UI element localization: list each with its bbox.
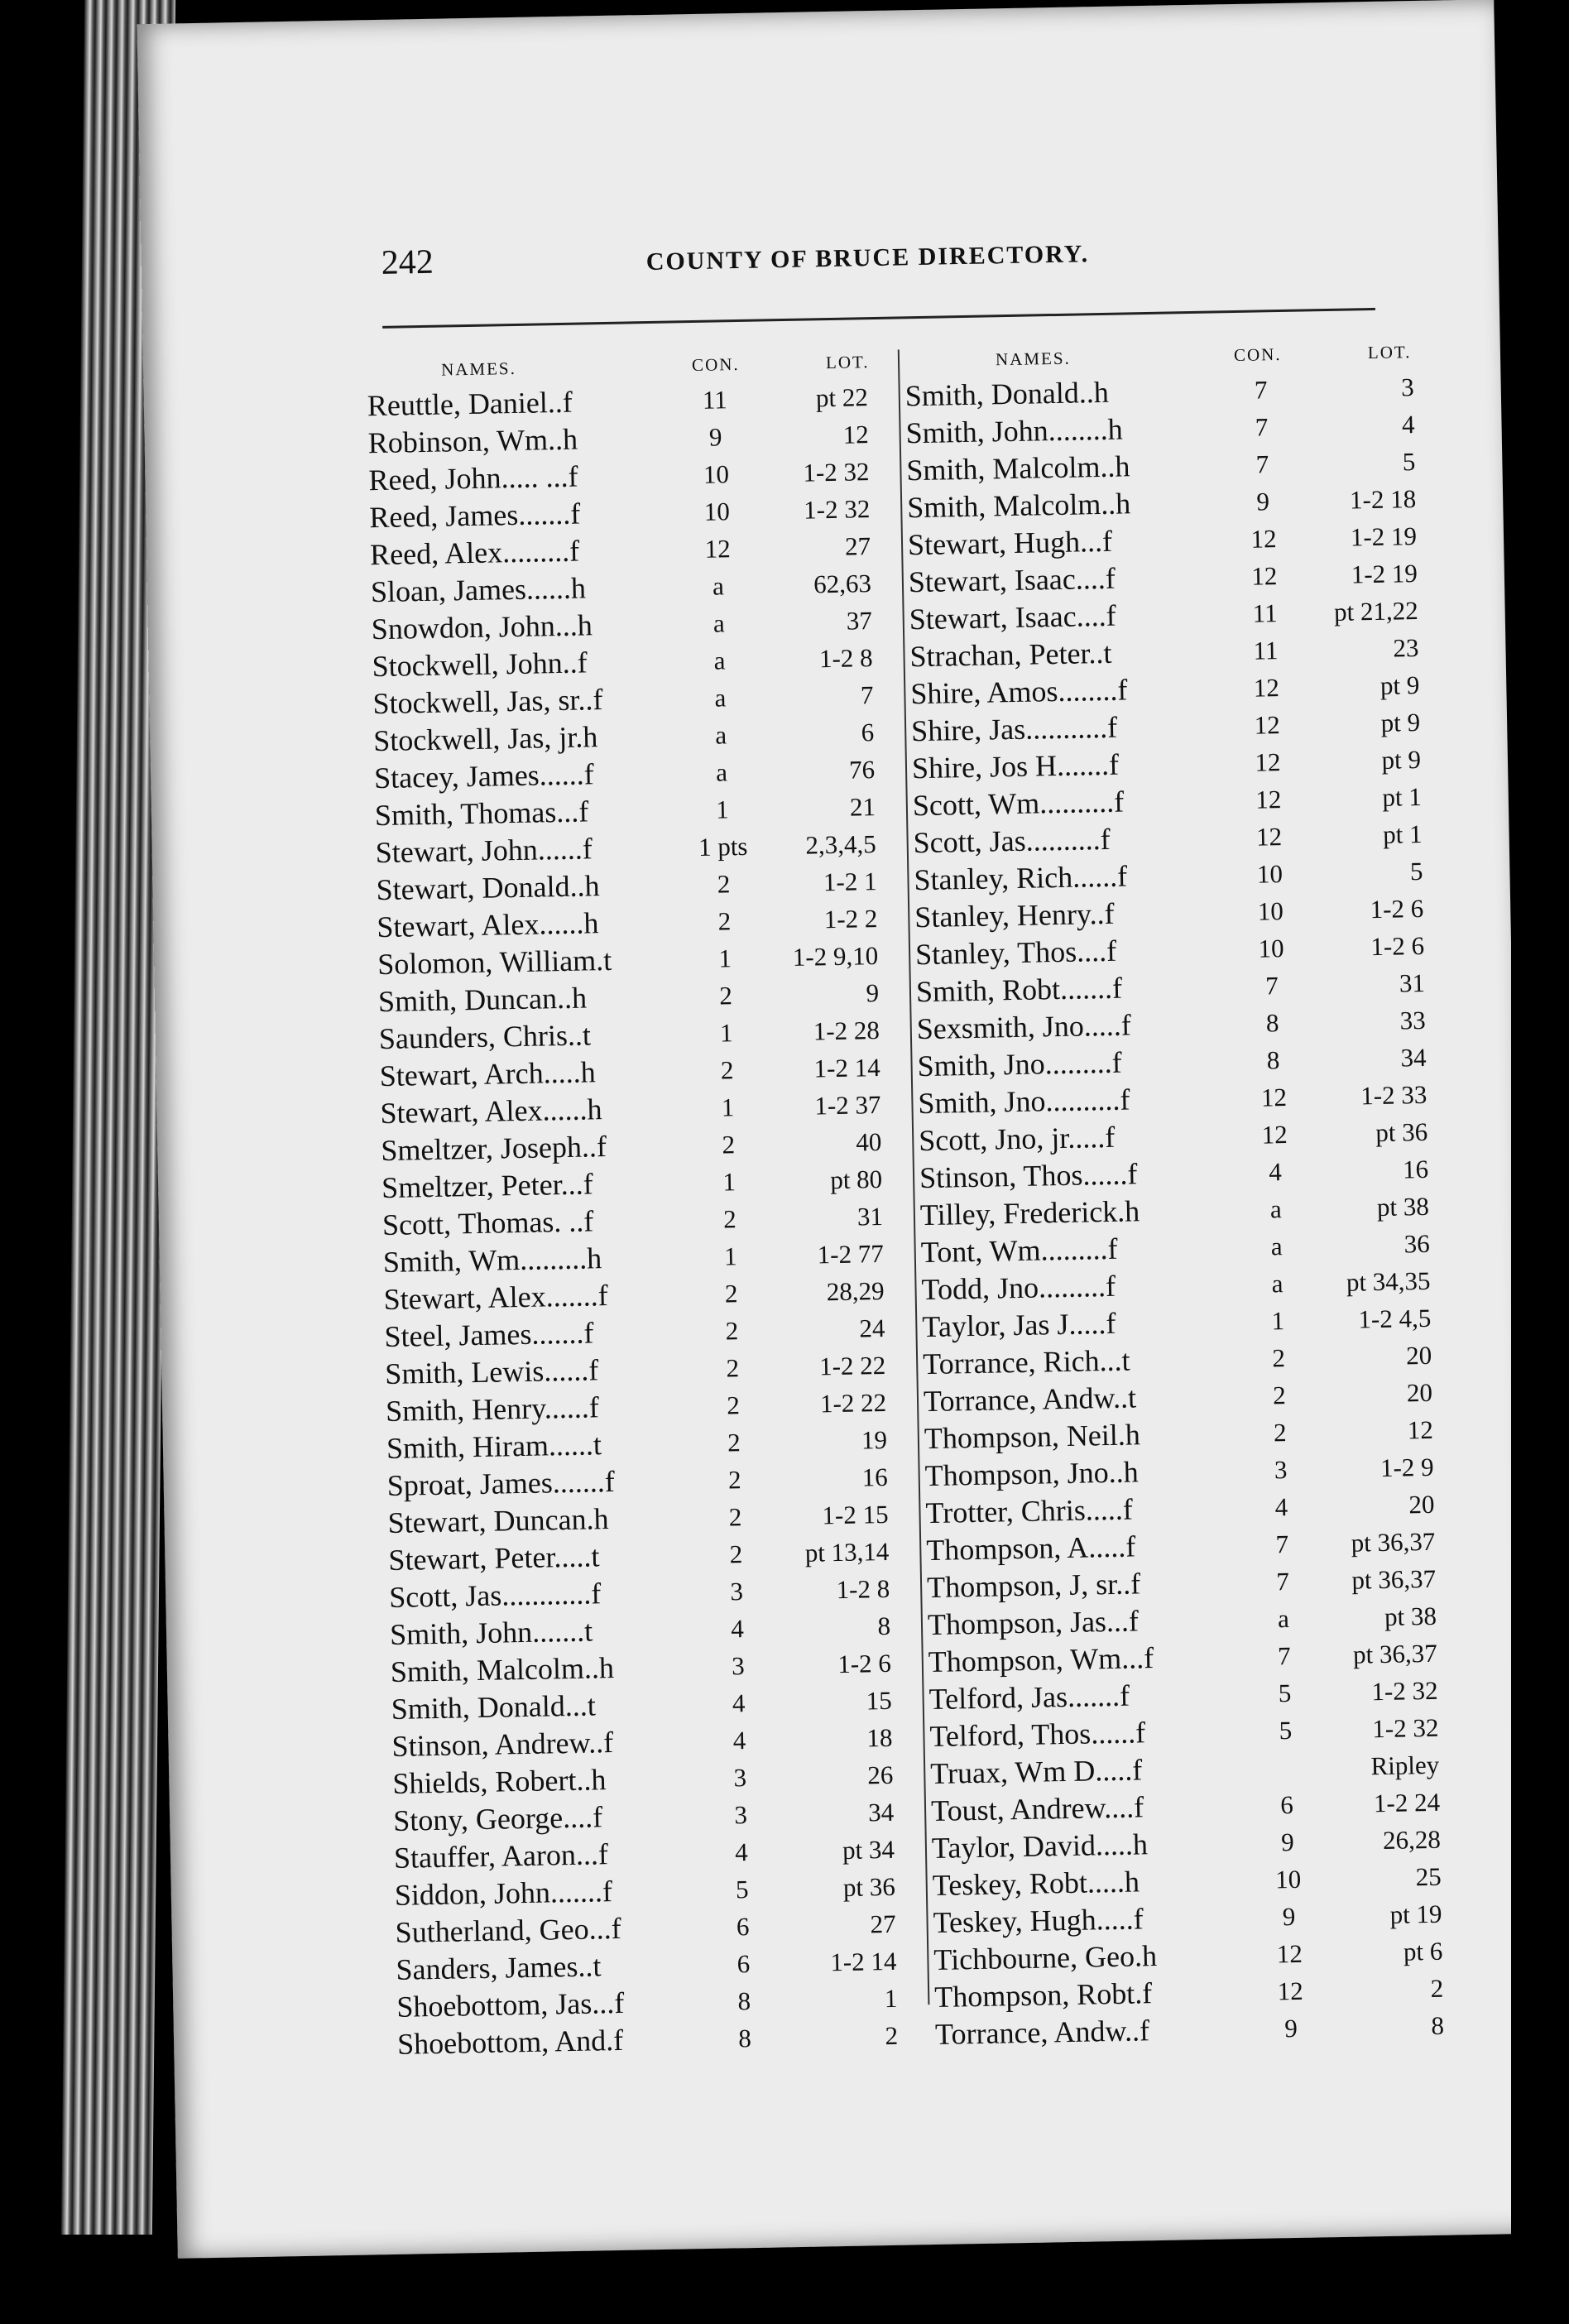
entry-con: 10 [1274, 1864, 1302, 1894]
entry-name: Reed, Alex.........f [369, 534, 580, 572]
entry-name: Telford, Thos......f [929, 1716, 1146, 1754]
entry-con: 12 [704, 534, 731, 564]
entry-name: Stewart, Alex......h [380, 1092, 602, 1131]
entry-lot: 1-2 37 [814, 1089, 881, 1121]
entry-name: Smith, Robt.......f [915, 971, 1123, 1009]
entry-lot: 8 [877, 1611, 891, 1641]
entry-con: a [1277, 1604, 1290, 1634]
entry-con: a [1270, 1232, 1283, 1261]
entry-lot: pt 19 [1389, 1899, 1442, 1929]
entry-lot: 20 [1405, 1340, 1432, 1371]
con-header: CON. [691, 353, 740, 376]
entry-lot: pt 22 [815, 382, 869, 413]
entry-name: Stewart, Alex.......f [383, 1279, 608, 1317]
entry-con: 8 [1266, 1045, 1280, 1075]
entry-name: Trotter, Chris.....f [925, 1492, 1134, 1530]
right-column [904, 335, 1445, 2053]
lot-header: LOT. [825, 352, 870, 373]
entry-con: 7 [1277, 1641, 1291, 1671]
entry-con: 2 [1272, 1343, 1286, 1373]
entry-con: 1 [718, 944, 732, 973]
entry-name: Stinson, Thos......f [919, 1157, 1138, 1195]
entry-name: Stony, George....f [392, 1800, 603, 1837]
entry-lot: 5 [1402, 447, 1416, 477]
entry-con: 2 [722, 1130, 736, 1160]
entry-con: 8 [738, 2024, 752, 2053]
entry-con: 7 [1264, 971, 1279, 1001]
entry-name: Smith, Malcolm..h [906, 487, 1131, 525]
entry-name: Thompson, Jas...f [927, 1604, 1140, 1642]
entry-name: Shire, Amos........f [910, 673, 1128, 711]
entry-con: 1 pts [698, 831, 748, 862]
entry-con: 7 [1254, 375, 1268, 405]
entry-con: 12 [1276, 1938, 1303, 1969]
entry-lot: 24 [859, 1313, 885, 1343]
header-rule [382, 308, 1375, 329]
entry-con: 10 [1257, 896, 1284, 926]
entry-name: Scott, Jas..........f [913, 822, 1111, 860]
entry-lot: 1-2 6 [837, 1648, 892, 1679]
entry-name: Stewart, Peter.....t [388, 1539, 600, 1577]
entry-lot: 12 [1407, 1414, 1434, 1445]
entry-lot: 19 [861, 1424, 888, 1455]
entry-con: 3 [730, 1577, 744, 1606]
entry-name: Smith, Thomas...f [374, 795, 589, 833]
entry-con: a [713, 608, 725, 638]
lot-header: LOT. [1367, 342, 1412, 363]
entry-lot: pt 34 [842, 1834, 895, 1865]
entry-name: Smith, Hiram......t [386, 1428, 602, 1466]
entry-lot: 3 [1400, 372, 1415, 402]
entry-name: Stewart, Arch.....h [379, 1055, 597, 1093]
entry-lot: 1-2 19 [1350, 521, 1418, 552]
entry-con: 1 [721, 1092, 735, 1122]
entry-con: 10 [1258, 934, 1284, 963]
entry-lot: 34 [867, 1797, 895, 1827]
entry-lot: 1 [884, 1983, 898, 2014]
entry-name: Shoebottom, Jas...f [396, 1985, 625, 2024]
entry-con: 9 [1256, 487, 1270, 516]
entry-lot: 33 [1399, 1005, 1427, 1035]
entry-name: Stewart, Hugh...f [907, 524, 1113, 562]
entry-name: Smeltzer, Joseph..f [381, 1130, 607, 1168]
entry-lot: 1-2 32 [1371, 1675, 1438, 1707]
entry-name: Stockwell, John..f [372, 646, 588, 684]
entry-con: 1 [715, 795, 729, 824]
entry-con: 9 [1282, 1901, 1296, 1932]
entry-name: Tichbourne, Geo.h [933, 1939, 1158, 1976]
entry-name: Taylor, Jas J.....f [922, 1306, 1116, 1344]
entry-lot: 12 [842, 420, 869, 449]
entry-con: a [713, 646, 726, 675]
right-entries [904, 368, 1445, 2053]
entry-lot: 1-2 9,10 [792, 941, 879, 972]
entry-name: Truax, Wm D.....f [929, 1753, 1143, 1791]
entry-con: 8 [1265, 1008, 1279, 1038]
entry-lot: 16 [1402, 1154, 1429, 1184]
entry-con: 12 [1261, 1120, 1288, 1150]
entry-lot: 1-2 14 [830, 1946, 897, 1977]
entry-con: 2 [718, 981, 733, 1011]
entry-lot: pt 21,22 [1333, 596, 1418, 627]
entry-lot: 1-2 6 [1370, 930, 1425, 962]
entry-con: 12 [1255, 747, 1281, 777]
entry-name: Stinson, Andrew..f [391, 1726, 614, 1763]
entry-name: Smeltzer, Peter...f [381, 1167, 594, 1205]
entry-lot: 1-2 4,5 [1358, 1303, 1432, 1334]
entry-name: Sexsmith, Jno.....f [916, 1008, 1132, 1046]
entry-name: Tilley, Frederick.h [919, 1194, 1140, 1232]
entry-lot: 1-2 2 [823, 904, 878, 934]
entry-name: Shire, Jas...........f [910, 710, 1118, 748]
entry-name: Scott, Wm..........f [912, 785, 1125, 823]
entry-con: 1 [1271, 1306, 1285, 1336]
entry-lot: pt 9 [1379, 670, 1420, 700]
entry-con: 4 [732, 1688, 746, 1718]
directory-page [137, 0, 1534, 2259]
entry-lot: pt 36,37 [1351, 1563, 1437, 1595]
entry-con: 12 [1250, 524, 1277, 554]
entry-name: Smith, Malcolm..h [906, 449, 1130, 487]
entry-lot: 5 [1409, 856, 1423, 886]
entry-con: 7 [1276, 1567, 1290, 1597]
entry-name: Shields, Robert..h [392, 1763, 607, 1800]
entry-lot: 20 [1408, 1489, 1435, 1520]
entry-lot: 1-2 15 [822, 1499, 889, 1530]
entry-name: Smith, Lewis......f [384, 1353, 599, 1391]
entry-name: Smith, Donald..h [904, 375, 1110, 413]
entry-lot: 20 [1406, 1377, 1433, 1408]
entry-name: Stewart, Duncan.h [387, 1502, 609, 1539]
entry-con: 12 [1255, 822, 1283, 852]
entry-lot: 18 [866, 1722, 893, 1753]
entry-con: 2 [724, 1279, 738, 1308]
entry-lot: pt 38 [1384, 1601, 1437, 1631]
entry-lot: 8 [1431, 2010, 1445, 2040]
entry-con: 12 [1253, 673, 1280, 703]
entry-con: 2 [727, 1390, 741, 1420]
entry-name: Sproat, James.......f [386, 1464, 616, 1503]
entry-lot: 7 [860, 680, 874, 710]
entry-name: Teskey, Robt.....h [932, 1865, 1140, 1903]
entry-name: Smith, Donald...t [391, 1688, 597, 1726]
entry-lot: 62,63 [813, 569, 872, 599]
entry-con: 7 [1255, 449, 1269, 479]
entry-name: Stewart, Isaac....f [909, 598, 1116, 636]
entry-lot: 1-2 8 [836, 1573, 890, 1605]
left-entries [367, 378, 927, 2063]
entry-lot: 1-2 32 [1371, 1712, 1439, 1744]
entry-con: 2 [728, 1502, 742, 1532]
entry-con: 6 [1279, 1790, 1294, 1820]
entry-lot: 37 [846, 606, 873, 636]
entry-name: Scott, Jas............f [388, 1577, 602, 1614]
entry-name: Stockwell, Jas, jr.h [372, 720, 598, 758]
entry-con: 3 [1274, 1455, 1288, 1485]
entry-con: 12 [1255, 785, 1282, 814]
entry-name: Smith, Duncan..h [377, 981, 588, 1019]
entry-name: Smith, John.......t [389, 1614, 593, 1651]
entry-name: Thompson, J, sr..f [926, 1567, 1141, 1605]
entry-con: 2 [717, 906, 732, 936]
entry-lot: 1-2 19 [1351, 559, 1418, 589]
entry-con: a [714, 683, 727, 713]
entry-con: 12 [1260, 1083, 1288, 1112]
entry-name: Telford, Jas.......f [928, 1678, 1130, 1717]
running-title: COUNTY OF BRUCE DIRECTORY. [645, 240, 1090, 276]
entry-con: 4 [1274, 1492, 1288, 1522]
entry-lot: 26,28 [1382, 1824, 1442, 1856]
entry-name: Thompson, Robt.f [933, 1976, 1153, 2014]
entry-lot: pt 36 [842, 1871, 896, 1902]
entry-lot: 23 [1393, 632, 1419, 663]
entry-lot: 4 [1401, 410, 1415, 439]
entry-name: Sutherland, Geo...f [395, 1911, 621, 1949]
entry-con: 12 [1254, 710, 1280, 740]
entry-name: Smith, Wm.........h [382, 1241, 602, 1280]
entry-lot: pt 1 [1382, 781, 1423, 812]
entry-lot: pt 9 [1380, 707, 1421, 737]
entry-lot: 31 [1399, 968, 1426, 998]
entry-name: Saunders, Chris..t [378, 1018, 592, 1056]
entry-con: a [1271, 1269, 1284, 1299]
entry-lot: pt 1 [1382, 819, 1423, 849]
entry-lot: 1-2 14 [813, 1053, 880, 1083]
entry-con: a [1269, 1194, 1283, 1224]
entry-con: 11 [1252, 598, 1278, 628]
entry-name: Smith, Malcolm..h [390, 1651, 615, 1688]
entry-con: 4 [1268, 1157, 1283, 1187]
entry-con: 3 [733, 1763, 747, 1793]
left-column [367, 345, 928, 2063]
entry-name: Thompson, A.....f [925, 1529, 1136, 1568]
entry-name: Teskey, Hugh.....f [933, 1902, 1144, 1940]
entry-lot: 1-2 77 [817, 1238, 885, 1270]
entry-lot: 1-2 24 [1373, 1787, 1441, 1818]
entry-name: Thompson, Wm...f [928, 1641, 1154, 1679]
entry-lot: 1-2 8 [818, 643, 873, 674]
entry-con: 9 [1280, 1827, 1294, 1857]
entry-lot: pt 13,14 [804, 1536, 890, 1568]
entry-name: Steel, James.......f [384, 1316, 594, 1354]
entry-name: Torrance, Andw..f [934, 2014, 1150, 2051]
entry-name: Smith, Jno..........f [918, 1083, 1130, 1121]
entry-lot: 1-2 22 [819, 1387, 887, 1419]
entry-name: Robinson, Wm..h [367, 422, 578, 460]
entry-con: 12 [1277, 1976, 1303, 2006]
entry-con: 6 [736, 1912, 750, 1942]
entry-name: Stanley, Henry..f [914, 896, 1115, 934]
entry-lot: 26 [866, 1760, 894, 1790]
entry-name: Strachan, Peter..t [909, 636, 1112, 674]
entry-name: Smith, Jno.........f [917, 1045, 1122, 1083]
entry-con: 2 [720, 1055, 734, 1085]
entry-con: 10 [1256, 859, 1284, 889]
entry-con: 3 [734, 1800, 748, 1830]
entry-name: Stanley, Thos....f [914, 934, 1117, 972]
scan-border [1511, 0, 1569, 2324]
entry-lot: pt 36 [1375, 1116, 1428, 1148]
entry-con: 2 [717, 869, 731, 899]
entry-lot: pt 6 [1403, 1936, 1443, 1966]
entry-con: a [715, 720, 727, 750]
entry-lot: 1-2 22 [818, 1350, 886, 1381]
entry-name: Taylor, David.....h [931, 1827, 1149, 1865]
entry-lot: 21 [849, 792, 876, 822]
entry-name: Thompson, Neil.h [924, 1418, 1141, 1456]
entry-lot: pt 36,37 [1351, 1526, 1436, 1558]
entry-con: 8 [737, 1986, 751, 2016]
entry-con: 11 [702, 385, 728, 415]
entry-lot: 15 [866, 1685, 892, 1716]
entry-lot: 1-2 1 [823, 867, 877, 897]
entry-name: Stanley, Rich......f [914, 859, 1128, 897]
entry-lot: 1-2 18 [1349, 484, 1417, 515]
entry-lot: 6 [861, 718, 875, 747]
entry-lot: Ripley [1370, 1750, 1440, 1781]
entry-name: Sloan, James......h [370, 571, 587, 609]
entry-name: Torrance, Rich...t [922, 1343, 1130, 1381]
entry-con: 10 [703, 459, 730, 489]
entry-lot: 1-2 9 [1379, 1452, 1434, 1483]
entry-con: 1 [723, 1241, 737, 1271]
entry-con: 2 [729, 1539, 743, 1569]
entry-name: Stacey, James......f [373, 757, 595, 795]
entry-lot: pt 80 [829, 1164, 883, 1195]
entry-lot: 1-2 6 [1370, 893, 1424, 924]
entry-name: Thompson, Jno..h [924, 1455, 1140, 1493]
entry-name: Snowdon, John...h [371, 608, 593, 646]
entry-lot: 2 [885, 2020, 899, 2051]
entry-con: 2 [1273, 1418, 1287, 1448]
entry-name: Scott, Thomas. ..f [381, 1204, 594, 1242]
entry-name: Smith, John........h [905, 412, 1123, 450]
entry-lot: 36 [1403, 1228, 1430, 1259]
entry-name: Stauffer, Aaron...f [393, 1837, 609, 1875]
entry-con: 4 [730, 1614, 745, 1644]
entry-con: 3 [731, 1651, 745, 1681]
con-header: CON. [1233, 343, 1282, 366]
entry-con: 9 [1284, 2013, 1298, 2043]
entry-con: 5 [1278, 1678, 1292, 1708]
entry-lot: 2 [1430, 1973, 1444, 2004]
entry-name: Reuttle, Daniel..f [367, 385, 573, 423]
entry-name: Tont, Wm.........f [920, 1232, 1118, 1270]
entry-con: 2 [727, 1465, 741, 1495]
entry-lot: 76 [848, 755, 876, 785]
entry-lot: 1-2 33 [1360, 1079, 1427, 1111]
entry-lot: 25 [1415, 1861, 1442, 1892]
entry-lot: pt 36,37 [1352, 1638, 1438, 1669]
entry-con: 11 [1253, 636, 1279, 665]
entry-con: a [715, 757, 728, 787]
entry-name: Reed, John..... ...f [368, 459, 578, 497]
entry-con: 4 [734, 1837, 749, 1867]
entry-con: 2 [1272, 1380, 1287, 1410]
entry-name: Sanders, James..t [396, 1949, 602, 1986]
entry-lot: 40 [855, 1126, 882, 1157]
entry-con: 2 [727, 1428, 741, 1457]
entry-con: 6 [737, 1949, 751, 1979]
entry-name: Smith, Henry......f [385, 1390, 600, 1428]
entry-con: 2 [725, 1316, 739, 1346]
entry-con: 1 [722, 1167, 737, 1197]
entry-con: 5 [1279, 1716, 1293, 1745]
entry-lot: 31 [856, 1201, 884, 1232]
entry-lot: 27 [870, 1909, 896, 1939]
entry-name: Stewart, Isaac....f [908, 561, 1116, 599]
entry-name: Stewart, John......f [375, 832, 593, 870]
entry-lot: 1-2 28 [813, 1016, 880, 1046]
entry-name: Solomon, William.t [377, 943, 612, 982]
entry-name: Stewart, Donald..h [376, 869, 600, 907]
entry-name: Shoebottom, And.f [396, 2023, 624, 2061]
names-header: NAMES. [995, 348, 1071, 370]
page-number: 242 [381, 242, 434, 282]
entry-lot: pt 9 [1381, 744, 1422, 775]
entry-con: a [712, 571, 725, 601]
entry-con: 1 [719, 1018, 733, 1048]
names-header: NAMES. [440, 358, 517, 380]
entry-con [1257, 1749, 1315, 1750]
entry-con: 7 [1275, 1529, 1289, 1559]
entry-con: 5 [735, 1875, 749, 1904]
entry-lot: 28,29 [826, 1275, 885, 1307]
entry-lot: 2,3,4,5 [805, 829, 877, 860]
entry-name: Todd, Jno.........f [921, 1269, 1116, 1307]
entry-name: Stewart, Alex......h [377, 906, 599, 944]
entry-name: Shire, Jos H.......f [911, 747, 1120, 785]
entry-lot: 9 [866, 978, 880, 1008]
entry-name: Torrance, Andw..t [923, 1380, 1137, 1419]
entry-name: Scott, Jno, jr.....f [918, 1120, 1116, 1158]
entry-con: 9 [708, 422, 722, 452]
entry-name: Reed, James.......f [369, 497, 581, 535]
entry-con: 2 [726, 1353, 740, 1383]
entry-name: Stockwell, Jas, sr..f [372, 683, 603, 721]
entry-con: 4 [732, 1726, 746, 1755]
entry-name: Siddon, John.......f [394, 1875, 613, 1912]
entry-con: 7 [1255, 412, 1269, 442]
entry-con: 2 [722, 1204, 737, 1234]
entry-lot: 1-2 32 [803, 494, 871, 525]
entry-lot: 1-2 32 [803, 457, 870, 487]
entry-lot: 16 [861, 1462, 889, 1492]
entry-lot: pt 34,35 [1346, 1265, 1431, 1297]
page-header [381, 223, 1523, 293]
entry-lot: pt 38 [1376, 1191, 1430, 1222]
entry-con: 10 [703, 497, 731, 526]
entry-lot: 27 [844, 531, 871, 561]
entry-con: 12 [1251, 561, 1278, 591]
entry-name: Toust, Andrew....f [930, 1790, 1144, 1828]
entry-lot: 34 [1400, 1042, 1427, 1073]
